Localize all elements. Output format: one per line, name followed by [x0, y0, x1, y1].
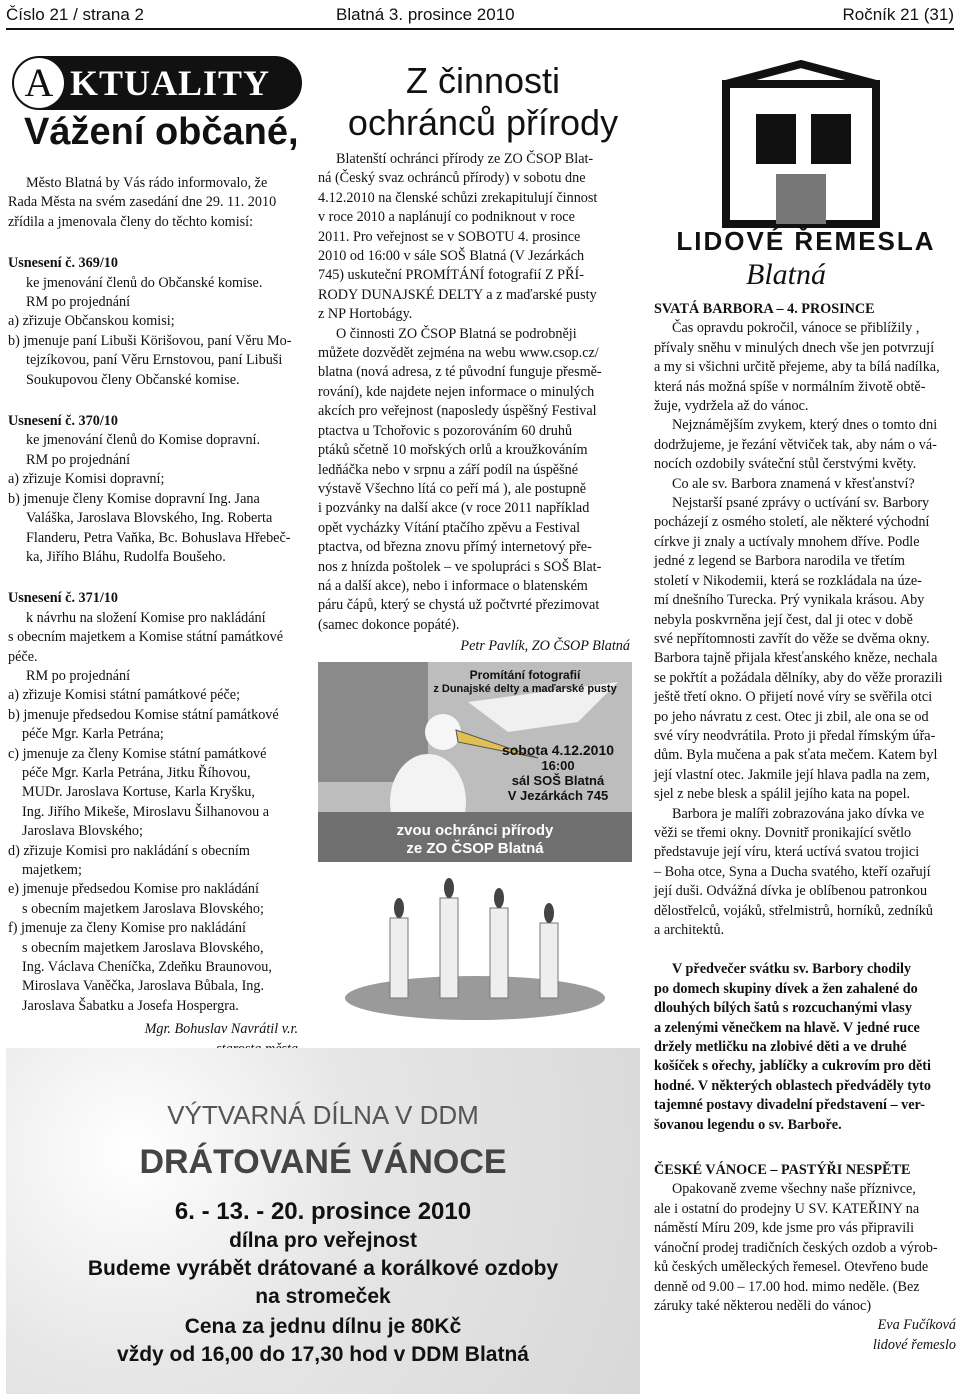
- ddm-line5: Budeme vyrábět drátované a korálkové ozdoby: [87, 1257, 559, 1280]
- text-line: své víry neodvrátila. Proto ji předal římským úřa-: [654, 727, 936, 744]
- text-line: šovanou legendu o sv. Barboře.: [654, 1116, 842, 1133]
- aktuality-column: [8, 174, 306, 1059]
- text-line: d) zřizuje Komisi pro nakládání s obecním: [8, 842, 250, 859]
- logo-script: Blatná: [746, 258, 826, 291]
- text-line: a my si všichni určitě přejeme, aby ta bílá nadílka,: [654, 359, 940, 376]
- text-line: její duši. Odvážná dívka je oblíbenou patronkou: [654, 883, 928, 900]
- text-line: a) zřizuje Občanskou komisi;: [8, 313, 175, 330]
- text-line: Soukupovou členy Občanské komise.: [26, 371, 240, 388]
- text-line: jedné z legend se Barbora narodila ve třetím: [654, 553, 905, 570]
- text-line: dodržujeme, je řezání větviček tak, aby nám o vá-: [654, 436, 937, 453]
- text-line: 2010 od 16:00 v sále SOŠ Blatná (V Jezárkách: [318, 248, 585, 265]
- text-line: výstavě Všechno lítá co peří má ), ale postupně: [318, 480, 587, 497]
- text-line: zřídila a jmenovala členy do těchto komisí:: [8, 213, 254, 230]
- ddm-line1: VÝTVARNÁ DÍLNA V DDM: [167, 1100, 479, 1130]
- text-line: můžete dozvědět zejména na webu www.csop.cz/: [318, 345, 599, 362]
- text-line: RM po projednání: [26, 451, 131, 468]
- text-line: s obecním majetkem Jaroslava Blovského,: [22, 939, 264, 956]
- text-line: majetkem;: [22, 862, 82, 878]
- text-line: Opakovaně zveme všechny naše příznivce,: [672, 1181, 916, 1198]
- text-line: Co ale sv. Barbora znamená v křesťanství?: [672, 475, 915, 492]
- ochranci-title-line2: ochránců přírody: [347, 102, 619, 143]
- ddm-line4: dílna pro veřejnost: [229, 1229, 417, 1252]
- text-line: náměstí Míru 209, kde jsme pro vás připravili: [654, 1220, 915, 1237]
- text-line: denně od 9.00 – 17.00 hod. mimo neděle. (Bez: [654, 1278, 920, 1295]
- text-line: záruky také některou neděli do vánoc): [654, 1297, 872, 1314]
- text-line: držely metličku na zlobivé děti a ve druhé: [654, 1039, 907, 1056]
- poster-line6: V Jezárkách 745: [507, 788, 609, 803]
- text-line: Nejznámějším zvykem, který dnes o tomto dni: [672, 417, 938, 434]
- text-line: dlouhých bílých šatů s rozcuchanými vlasy: [654, 1000, 912, 1017]
- signature: Mgr. Bohuslav Navrátil v.r.: [144, 1021, 298, 1038]
- text-line: století v Nikodemii, která se rozkládala na úze-: [654, 572, 922, 589]
- pelican-poster-image: [318, 662, 632, 862]
- text-line: ptactva, od března znovu přímý internetový pře-: [318, 539, 592, 556]
- text-line: akcích pro veřejnost (naposledy úspěšný Festival: [318, 403, 597, 420]
- poster-line1: Promítání fotografií: [469, 668, 581, 682]
- text-line: Rada Města na svém zasedání dne 29. 11. 2010: [8, 194, 277, 211]
- volume-label: Ročník 21 (31): [842, 5, 954, 24]
- lidove-remesla-logo: [656, 54, 956, 294]
- text-line: k návrhu na složení Komise pro nakládání: [26, 609, 266, 626]
- text-line: po domech skupiny dívek a žen zahalené do: [654, 980, 918, 997]
- text-line: žuje, vydržela až do vánoc.: [654, 398, 809, 415]
- text-line: ka, Jiřího Bláhu, Rudolfa Boušeho.: [26, 548, 226, 565]
- text-line: péče Mgr. Karla Petrána;: [22, 726, 164, 743]
- text-line: Valáška, Jaroslava Blovského, Ing. Roberta: [26, 510, 273, 527]
- text-line: b) jmenuje paní Libuši Körišovou, paní Věru Mo-: [8, 332, 292, 349]
- vanoce-heading: ČESKÉ VÁNOCE – PASTÝŘI NESPĚTE: [654, 1162, 911, 1179]
- text-line: ná a další akce), nebo i informace o blatenském: [318, 577, 588, 594]
- text-line: ke jmenování členů do Občanské komise.: [26, 274, 263, 291]
- text-line: ků českých uměleckých řemesel. Otevřeno bude: [654, 1259, 929, 1276]
- text-line: Blatenští ochránci přírody ze ZO ČSOP Blat-: [336, 151, 594, 167]
- text-line: RM po projednání: [26, 667, 131, 684]
- vanoce-signature: Eva Fučíková: [877, 1317, 956, 1334]
- page-header: [6, 2, 954, 30]
- advent-candles-icon: [330, 868, 620, 1028]
- banner-text: KTUALITY: [70, 63, 271, 103]
- text-line: mí dnešního Turecka. Prý vynikala krásou. Aby: [654, 592, 925, 609]
- text-line: Čas opravdu pokročil, vánoce se přiblížily ,: [672, 320, 920, 337]
- text-line: s obecním majetkem a Komise státní památkové: [8, 629, 284, 646]
- text-line: RODY DUNAJSKÉ DELTY a z maďarské pusty: [318, 286, 597, 303]
- text-line: tejzíkovou, paní Věru Ernstovou, paní Libuši: [26, 352, 283, 369]
- text-line: košíček s ořechy, jablíčky a cukrovím pro děti: [654, 1058, 931, 1075]
- text-line: Nejstarší psané zprávy o uctívání sv. Barbory: [672, 495, 930, 512]
- text-line: blatna (nová adresa, z té původní funguje přesmě-: [318, 364, 602, 381]
- text-line: její vlastní otec. Jakmile její hlava padla na zem,: [654, 766, 930, 783]
- text-line: ná (Český svaz ochránců přírody) v sobotu dne: [318, 170, 586, 187]
- text-line: přívaly sněhu v minulých dnech vše jen potvrzují: [654, 339, 935, 356]
- text-line: ještě třetí okno. O přijetí nové víry se svěřila otci: [654, 689, 933, 706]
- ddm-line8: vždy od 16,00 do 17,30 hod v DDM Blatná: [117, 1343, 529, 1366]
- text-line: pocházejí z osmého století, ale některé východní: [654, 514, 930, 531]
- text-line: MUDr. Jaroslava Kortuse, Karla Kryšku,: [22, 784, 255, 801]
- text-line: V předvečer svátku sv. Barbory chodily: [672, 961, 912, 978]
- text-line: Miroslava Vaněčka, Jaroslava Bůbala, Ing.: [22, 978, 265, 995]
- text-line: a architektů.: [654, 922, 725, 938]
- text-line: ke jmenování členů do Komise dopravní.: [26, 432, 261, 449]
- text-line: i pozvánky na další akce (v roce 2011 například: [318, 500, 590, 517]
- text-line: 4.12.2010 na členské schůzi zrekapitulují činnost: [318, 189, 598, 206]
- ochranci-title: [318, 60, 648, 144]
- text-line: b) jmenuje předsedou Komise státní památkové: [8, 706, 279, 723]
- text-line: a zelenými věnečkem na hlavě. V jedné ruce: [654, 1019, 920, 1036]
- text-line: se pokřtít a požádala dělníky, aby do věže prorazili: [654, 669, 943, 686]
- poster-line4: 16:00: [541, 758, 575, 773]
- text-line: tajemné postavy divadelní představení – ver-: [654, 1097, 925, 1114]
- text-line: s obecním majetkem Jaroslava Blovského;: [22, 900, 264, 917]
- text-line: Jaroslava Blovského;: [22, 823, 143, 840]
- text-line: rování), kde najdete nejen informace o minulých: [318, 383, 595, 400]
- vanoce-signature-role: lidové řemeslo: [872, 1336, 956, 1353]
- text-line: nos z hnízda poštolek – ve spolupráci s SOŠ Blat-: [318, 558, 602, 575]
- ddm-line2: DRÁTOVANÉ VÁNOCE: [139, 1143, 507, 1181]
- poster-line3: sobota 4.12.2010: [501, 742, 615, 758]
- text-line: f) jmenuje za členy Komise pro nakládání: [8, 920, 246, 937]
- text-line: Ing. Václava Cheníčka, Zdeňku Braunovou,: [22, 959, 272, 976]
- text-line: ale i ostatní do prodejny U SV. KATEŘINY na: [654, 1200, 920, 1217]
- text-line: nebyla poskvrněna její čest, dal ji otec v době: [654, 611, 913, 628]
- text-line: Barbora tajně přijala křesťanského kněze, nechala: [654, 650, 938, 667]
- text-line: Flanderu, Petra Vaňka, Bc. Bohuslava Hřebeč-: [26, 529, 291, 546]
- resolution-heading: Usnesení č. 371/10: [8, 590, 118, 607]
- text-line: nocích ozdobily sváteční stůl čerstvými květy.: [654, 456, 917, 473]
- text-line: O činnosti ZO ČSOP Blatná se podrobněji: [336, 325, 577, 342]
- text-line: b) jmenuje členy Komise dopravní Ing. Jana: [8, 490, 260, 507]
- text-line: hodné. V některých oblastech předváděly tyto: [654, 1077, 931, 1094]
- text-line: dělostřelců, vojáků, střelmistrů, horníků, zedníků: [654, 902, 933, 919]
- poster-line2: z Dunajské delty a maďarské pusty: [433, 683, 617, 695]
- text-line: Barbora je malíři zobrazována jako dívka ve: [672, 805, 925, 822]
- poster-line5: sál SOŠ Blatná: [511, 773, 605, 788]
- text-line: v roce 2010 a naplánují co podniknout v roce: [318, 209, 575, 226]
- text-line: po jeho návratu z cest. Otec ji zbil, ale ona se od: [654, 708, 929, 725]
- text-line: představuje její víru, která uctívá svatou trojici: [654, 844, 920, 861]
- text-line: péče.: [8, 648, 38, 665]
- text-line: e) jmenuje předsedou Komise pro nakládání: [8, 881, 259, 898]
- text-line: 2011. Pro veřejnost se v SOBOTU 4. prosince: [318, 228, 581, 245]
- ochranci-signature: Petr Pavlík, ZO ČSOP Blatná: [460, 638, 630, 655]
- text-line: vánoční prodej tradičních českých ozdob a výrob-: [654, 1239, 938, 1256]
- ddm-line7: Cena za jednu dílnu je 80Kč: [184, 1315, 462, 1338]
- issue-date-label: Blatná 3. prosince 2010: [336, 5, 515, 24]
- text-line: 745) uskuteční PROMÍTÁNÍ fotografií Z PŘÍ-: [318, 267, 584, 284]
- text-line: opět vycházky Vítání ptačího zpěvu a Festival: [318, 519, 581, 536]
- text-line: dům. Byla mučena a pak sťata mečem. Katem byl: [654, 747, 938, 764]
- poster-line7: zvou ochránci přírody: [396, 822, 554, 839]
- text-line: c) jmenuje za členy Komise státní památkové: [8, 745, 267, 762]
- barbora-heading: SVATÁ BARBORA – 4. PROSINCE: [654, 301, 875, 317]
- text-line: sjel z nebe blesk a spálil jejího kata na popel.: [654, 786, 911, 803]
- text-line: církve ji znaly a uctívaly mnohem dříve. Podle: [654, 533, 920, 550]
- resolution-heading: Usnesení č. 369/10: [8, 255, 118, 272]
- logo-text: LIDOVÉ ŘEMESLA: [676, 226, 936, 256]
- text-line: Město Blatná by Vás rádo informovalo, že: [26, 175, 268, 191]
- text-line: své nepřítomnosti zavřít do věže se dvěma okny.: [654, 630, 930, 647]
- text-line: péče Mgr. Karla Petrána, Jitku Říhovou,: [22, 764, 251, 781]
- poster-line8: ze ZO ČSOP Blatná: [406, 840, 544, 857]
- ddm-line3: 6. - 13. - 20. prosince 2010: [174, 1198, 472, 1225]
- text-line: (samec dokonce popáté).: [318, 616, 460, 633]
- text-line: – Boha otce, Syna a Ducha svatého, kteří ozařují: [654, 863, 931, 880]
- ddm-poster: [6, 1048, 640, 1394]
- aktuality-banner: [12, 56, 302, 110]
- text-line: a) zřizuje Komisi dopravní;: [8, 471, 165, 488]
- text-line: páru čápů, který se chystá už počtvrté přezimovat: [318, 597, 600, 614]
- ddm-line6: na stromeček: [255, 1285, 391, 1308]
- barbora-column: [654, 300, 956, 1355]
- issue-page-label: Číslo 21 / strana 2: [6, 5, 144, 24]
- aktuality-title: Vážení občané,: [24, 111, 299, 153]
- text-line: Jaroslava Šabatku a Josefa Hospergra.: [22, 997, 239, 1014]
- text-line: RM po projednání: [26, 294, 131, 311]
- ochranci-column: [318, 150, 632, 657]
- text-line: a) zřizuje Komisi státní památkové péče;: [8, 687, 241, 704]
- resolution-heading: Usnesení č. 370/10: [8, 413, 118, 430]
- text-line: ledňáčka nebo v srpnu a září podíl na úspěšné: [318, 461, 579, 478]
- text-line: ptactva u Tchořovic s pozorováním 60 druhů: [318, 422, 573, 439]
- text-line: z NP Hortobágy.: [318, 306, 413, 323]
- text-line: která nás možná spíše v normálním životě obtě-: [654, 378, 926, 395]
- text-line: Ing. Jiřího Mikeše, Miroslavu Šilhanovou a: [22, 803, 270, 820]
- ochranci-title-line1: Z činnosti: [405, 60, 561, 101]
- banner-initial: A: [14, 58, 64, 108]
- advent-wreath-image: [330, 868, 620, 1028]
- text-line: ptáků sčetně 10 mořských orlů a kroužkováním: [318, 442, 588, 459]
- text-line: věži se třemi okny. Dovnitř pronikající světlo: [654, 824, 912, 841]
